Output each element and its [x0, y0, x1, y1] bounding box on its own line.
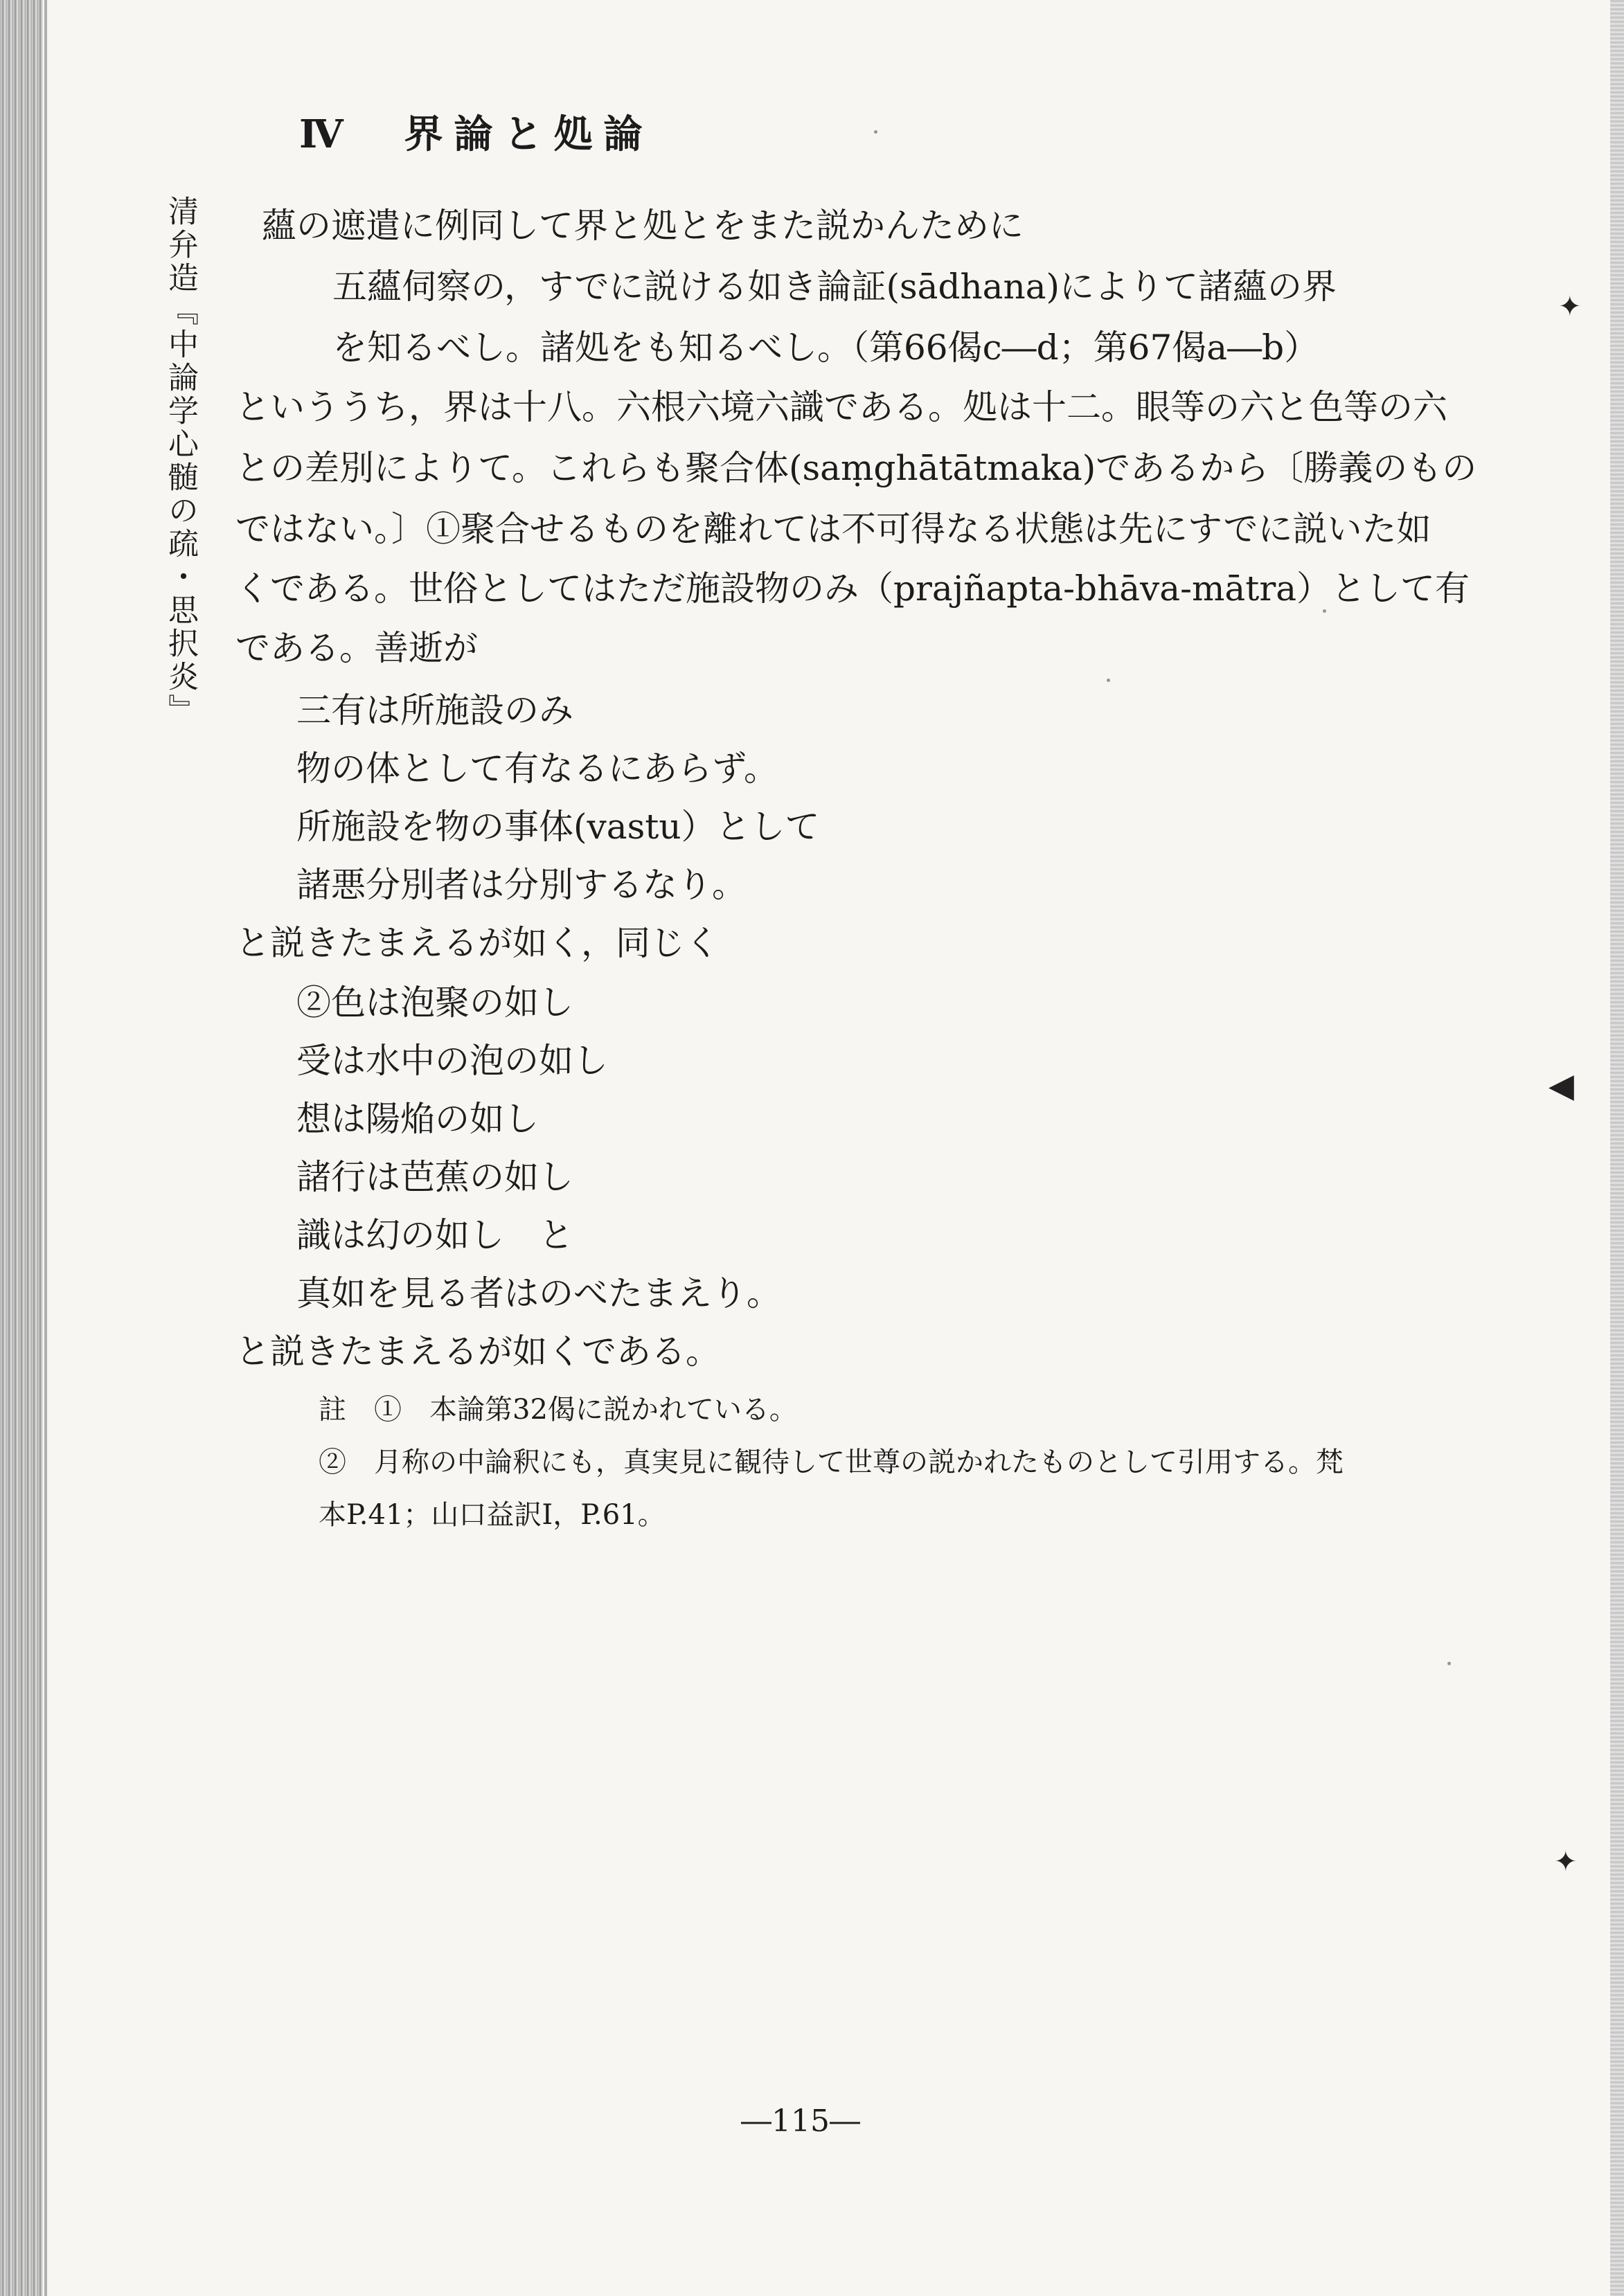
paragraph-line: といううち，界は十八。六根六境六識である。処は十二。眼等の六と色等の六	[235, 387, 1447, 427]
scan-binding-edge	[0, 0, 43, 2296]
quote-line: ②色は泡聚の如し	[296, 983, 573, 1023]
footnote: 註 ① 本論第32偈に説かれている。	[319, 1394, 797, 1426]
scan-right-edge	[1610, 0, 1624, 2296]
scan-dust	[1447, 1662, 1451, 1665]
scan-dust	[874, 130, 877, 134]
paragraph-line: と説きたまえるが如く，同じく	[235, 923, 720, 963]
verse-line: 五蘊伺察の，すでに説ける如き論証(sādhana)によりて諸蘊の界	[332, 267, 1337, 307]
running-title-vertical: 清弁造『中論学心髄の疏・思択炎』	[163, 195, 198, 727]
quote-line: 真如を見る者はのべたまえり。	[296, 1273, 781, 1313]
scan-speck-mark: ◀	[1549, 1066, 1574, 1105]
scan-speck-mark: ✦	[1558, 291, 1582, 323]
scan-dust	[1323, 609, 1326, 613]
verse-line: を知るべし。諸処をも知るべし。（第66偈c―d；第67偈a―b）	[332, 328, 1319, 368]
quote-line: 三有は所施設のみ	[296, 690, 573, 730]
paragraph-line: である。善逝が	[235, 628, 478, 668]
quote-line: 所施設を物の事体(vastu）として	[296, 807, 820, 847]
footnote: ② 月称の中論釈にも，真実見に観待して世尊の説かれたものとして引用する。梵	[319, 1446, 1344, 1478]
paragraph-line: ではない。〕①聚合せるものを離れては不可得なる状態は先にすでに説いた如	[235, 509, 1431, 549]
paragraph-line: との差別によりて。これらも聚合体(saṃghātātmaka)であるから〔勝義のもの	[235, 448, 1477, 488]
paragraph-line: と説きたまえるが如くである。	[235, 1331, 720, 1372]
quote-line: 想は陽焔の如し	[296, 1099, 539, 1139]
quote-line: 受は水中の泡の如し	[296, 1041, 608, 1081]
paragraph-line: くである。世俗としてはただ施設物のみ（prajñapta-bhāva-mātra）として有	[235, 568, 1470, 609]
scan-dust	[1107, 679, 1110, 682]
quote-line: 諸行は芭蕉の如し	[296, 1157, 573, 1197]
scan-speck-mark: ✦	[1554, 1846, 1578, 1878]
footnote: 本P.41；山口益訳Ⅰ，P.61。	[319, 1499, 666, 1531]
quote-line: 諸悪分別者は分別するなり。	[296, 865, 747, 905]
quote-line: 識は幻の如し と	[296, 1215, 573, 1255]
quote-line: 物の体として有なるにあらず。	[296, 748, 778, 789]
section-heading: Ⅳ 界論と処論	[299, 111, 654, 157]
intro-line: 蘊の遮遣に例同して界と処とをまた説かんために	[262, 206, 1024, 246]
page-number: ―115―	[741, 2104, 860, 2139]
